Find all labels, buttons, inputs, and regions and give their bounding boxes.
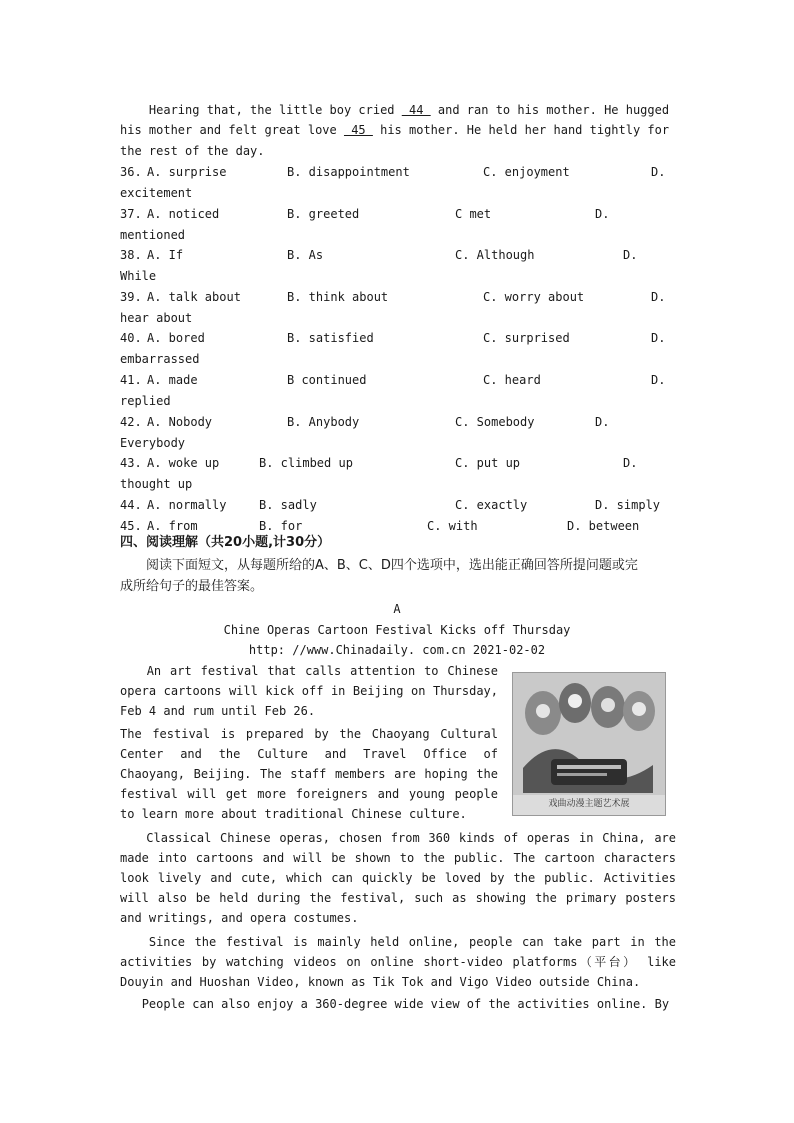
option-c: C. with bbox=[427, 519, 478, 533]
cloze-line-2: his mother and felt great love 45 his mother. He held her hand tightly for bbox=[120, 123, 670, 137]
option-d-wrap: thought up bbox=[120, 477, 193, 491]
option-d-wrap: hear about bbox=[120, 311, 193, 325]
option-d: D. between bbox=[567, 519, 640, 533]
option-d-wrap: replied bbox=[120, 394, 171, 408]
option-c: C. heard bbox=[483, 373, 541, 387]
instruction-line-2: 成所给句子的最佳答案。 bbox=[120, 579, 264, 594]
option-d-wrap: excitement bbox=[120, 186, 193, 200]
question-number: 36. bbox=[120, 165, 142, 179]
option-c: C met bbox=[455, 207, 492, 221]
option-c: C. Somebody bbox=[455, 415, 535, 429]
option-d: D. bbox=[651, 373, 666, 387]
option-b: B. Anybody bbox=[287, 415, 360, 429]
paragraph-2: The festival is prepared by the Chaoyang Cultural Center and the Culture and Travel Office of Chaoyang, Beijing. The staff members are hoping the festival will get more foreigners and young people to learn more about traditional Chinese culture. bbox=[120, 727, 498, 821]
option-a: A. noticed bbox=[147, 207, 220, 221]
cloze-line-1: Hearing that, the little boy cried 44 and ran to his mother. He hugged bbox=[120, 103, 670, 117]
section-heading: 四、阅读理解（共20小题,计30分） bbox=[120, 535, 331, 550]
question-number: 37. bbox=[120, 207, 142, 221]
option-d: D. simply bbox=[595, 498, 661, 512]
blank-45: 45 bbox=[343, 123, 373, 137]
option-b: B. think about bbox=[287, 290, 389, 304]
paragraph-1: An art festival that calls attention to Chinese opera cartoons will kick off in Beijing on Thursday, Feb 4 and rum until Feb 26. bbox=[120, 664, 506, 718]
question-number: 44. bbox=[120, 498, 142, 512]
question-number: 42. bbox=[120, 415, 142, 429]
option-d: D. bbox=[651, 165, 666, 179]
paragraph-5: People can also enjoy a 360-degree wide view of the activities online. By bbox=[120, 997, 670, 1011]
cloze-line-3: the rest of the day. bbox=[120, 144, 265, 158]
option-b: B. disappointment bbox=[287, 165, 410, 179]
article-source: http: //www.Chinadaily. com.cn 2021-02-02 bbox=[248, 643, 546, 657]
option-d-wrap: embarrassed bbox=[120, 352, 200, 366]
paragraph-3: Classical Chinese operas, chosen from 360 kinds of operas in China, are made into cartoons and will be shown to the public. The cartoon characters look lively and cute, which can quickly be loved by the public. Activities will also be held during the festival, such as showing the primary posters and writings, and opera costumes. bbox=[120, 831, 684, 925]
option-b: B. satisfied bbox=[287, 331, 374, 345]
paragraph-4: Since the festival is mainly held online, people can take part in the activities by watching videos on online short-video platforms（平台） like Douyin and Huoshan Video, known as Tik Tok and Vigo Video outside China. bbox=[120, 935, 684, 989]
question-number: 40. bbox=[120, 331, 142, 345]
question-number: 43. bbox=[120, 456, 142, 470]
option-c: C. Although bbox=[455, 248, 535, 262]
option-a: A. surprise bbox=[147, 165, 227, 179]
platform-gloss: （平台） bbox=[577, 955, 638, 969]
option-d-wrap: While bbox=[120, 269, 157, 283]
question-number: 41. bbox=[120, 373, 142, 387]
poster-caption: 戏曲动漫主题艺术展 bbox=[548, 799, 630, 809]
question-number: 38. bbox=[120, 248, 142, 262]
option-a: A. bored bbox=[147, 331, 205, 345]
option-a: A. If bbox=[147, 248, 184, 262]
option-a: A. made bbox=[147, 373, 198, 387]
option-c: C. worry about bbox=[483, 290, 585, 304]
option-d: D. bbox=[623, 456, 638, 470]
option-d: D. bbox=[623, 248, 638, 262]
option-a: A. Nobody bbox=[147, 415, 213, 429]
option-a: A. talk about bbox=[147, 290, 241, 304]
festival-poster-image bbox=[512, 672, 666, 816]
option-c: C. exactly bbox=[455, 498, 528, 512]
option-d-wrap: Everybody bbox=[120, 436, 186, 450]
option-d: D. bbox=[595, 207, 610, 221]
option-b: B. greeted bbox=[287, 207, 360, 221]
option-b: B. for bbox=[259, 519, 303, 533]
option-b: B. sadly bbox=[259, 498, 317, 512]
option-d: D. bbox=[651, 290, 666, 304]
option-b: B. climbed up bbox=[259, 456, 353, 470]
question-number: 45. bbox=[120, 519, 142, 533]
option-b: B. As bbox=[287, 248, 324, 262]
option-a: A. from bbox=[147, 519, 198, 533]
blank-44: 44 bbox=[401, 103, 431, 117]
option-d: D. bbox=[595, 415, 610, 429]
option-d-wrap: mentioned bbox=[120, 228, 186, 242]
article-title: Chine Operas Cartoon Festival Kicks off Thursday bbox=[223, 623, 571, 637]
option-c: C. surprised bbox=[483, 331, 570, 345]
question-number: 39. bbox=[120, 290, 142, 304]
option-a: A. woke up bbox=[147, 456, 220, 470]
option-b: B continued bbox=[287, 373, 367, 387]
option-d: D. bbox=[651, 331, 666, 345]
passage-label: A bbox=[393, 602, 401, 616]
option-c: C. put up bbox=[455, 456, 521, 470]
option-a: A. normally bbox=[147, 498, 227, 512]
instruction-line-1: 阅读下面短文，从每题所给的A、B、C、D四个选项中，选出能正确回答所提问题或完 bbox=[146, 558, 638, 573]
option-c: C. enjoyment bbox=[483, 165, 570, 179]
